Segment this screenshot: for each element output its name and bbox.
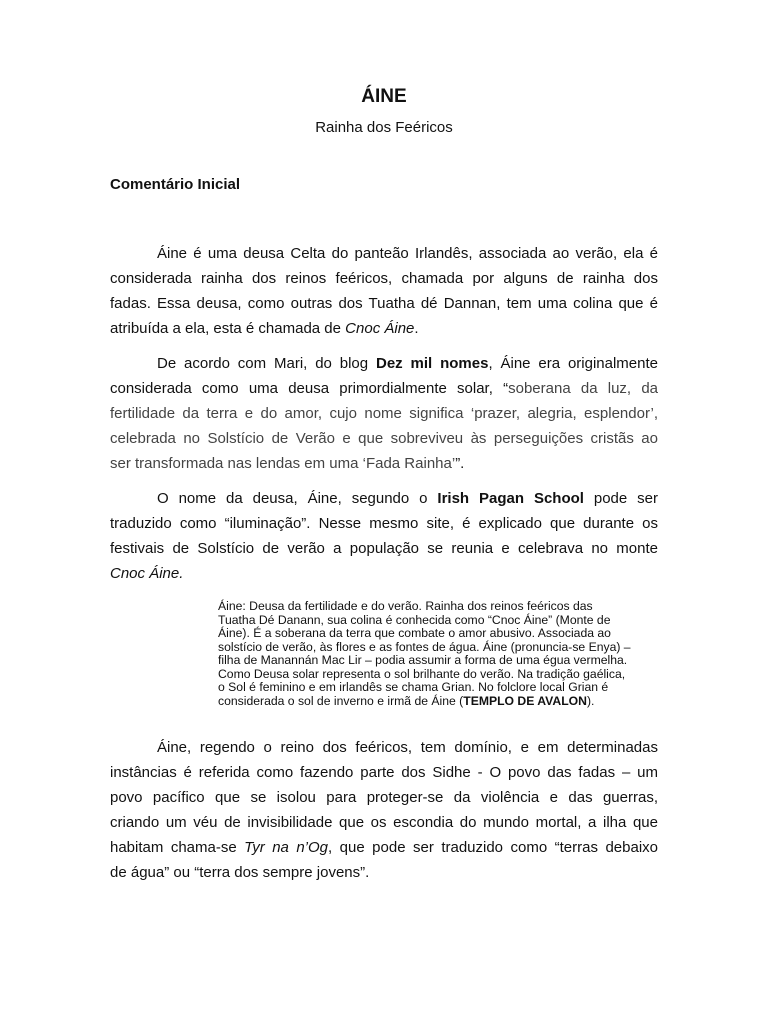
tyr-na-nog-term: Tyr na n’Og	[244, 839, 329, 856]
document-subtitle: Rainha dos Feéricos	[315, 119, 453, 136]
section-heading: Comentário Inicial	[110, 176, 241, 193]
note-text: ).	[586, 693, 595, 708]
cnoc-aine-term: Cnoc Áine	[345, 320, 415, 337]
paragraph-3-text: O nome da deusa, Áine, segundo o	[157, 490, 438, 507]
note-text: considerada o sol de inverno e irmã de Áine (	[218, 693, 464, 708]
paragraph-2-text: , Áine era originalmente	[488, 355, 658, 372]
document-title: ÁINE	[361, 86, 407, 107]
paragraph-3-line: traduzido como “iluminação”. Nesse mesmo site, é explicado que durante os	[110, 515, 658, 532]
info-note	[218, 600, 658, 708]
note-line	[218, 695, 658, 709]
paragraph-4-line: de água” ou “terra dos sempre jovens”.	[110, 864, 370, 881]
paragraph-4-line: Áine, regendo o reino dos feéricos, tem domínio, e em determinadas	[157, 739, 658, 756]
paragraph-3-line	[110, 561, 658, 586]
note-line: Áine: Deusa da fertilidade e do verão. Rainha dos reinos feéricos das	[218, 599, 593, 613]
paragraph-2-line	[110, 376, 658, 401]
paragraph-3-line	[110, 486, 658, 511]
paragraph-4-line: instâncias é referida como fazendo parte dos Sidhe - O povo das fadas – um	[110, 764, 658, 781]
paragraph-2-text: De acordo com Mari, do blog	[157, 355, 376, 372]
paragraph-2-line	[110, 451, 658, 476]
cnoc-aine-term: Cnoc Áine.	[110, 565, 184, 582]
paragraph-4	[110, 735, 658, 885]
paragraph-2-line	[110, 351, 658, 376]
quoted-text: fertilidade da terra e do amor, cujo nome significa ‘prazer, alegria, esplendor’,	[110, 405, 658, 422]
note-line: Tuatha Dé Danann, sua colina é conhecida como “Cnoc Áine” (Monte de	[218, 612, 611, 627]
paragraph-4-text: habitam chama-se	[110, 839, 245, 856]
note-line: filha de Manannán Mac Lir – podia assumir a forma de uma égua vermelha.	[218, 653, 628, 667]
paragraph-1-text: .	[414, 320, 419, 337]
paragraph-3	[110, 486, 658, 586]
paragraph-1	[110, 241, 658, 341]
paragraph-1-line: considerada rainha dos reinos feéricos, chamada por alguns de rainha dos	[110, 270, 658, 287]
paragraph-2	[110, 351, 658, 476]
blog-name: Dez mil nomes	[376, 355, 489, 372]
quoted-text: soberana da luz, da	[508, 380, 658, 397]
paragraph-4-line: povo pacífico que se isolou para proteger-se da violência e das guerras,	[110, 789, 658, 806]
paragraph-1-text: atribuída a ela, esta é chamada de	[110, 320, 346, 337]
note-line: Como Deusa solar representa o sol brilhante do verão. Na tradição gaélica,	[218, 666, 626, 681]
source-name: TEMPLO DE AVALON	[463, 693, 587, 708]
note-line: o Sol é feminino e em irlandês se chama Grian. No folclore local Grian é	[218, 680, 609, 694]
note-line: solstício de verão, às flores e as fontes de água. Áine (pronuncia-se Enya) –	[218, 639, 631, 654]
paragraph-3-text: pode ser	[583, 490, 658, 507]
paragraph-4-line	[110, 835, 658, 860]
paragraph-2-text: ”.	[455, 455, 465, 472]
site-name: Irish Pagan School	[437, 490, 584, 507]
paragraph-1-line: Áine é uma deusa Celta do panteão Irlandês, associada ao verão, ela é	[157, 245, 658, 262]
paragraph-2-text: considerada como uma deusa primordialmente solar, “	[110, 380, 509, 397]
quoted-text: ser transformada nas lendas em uma ‘Fada Rainha’	[110, 455, 456, 472]
paragraph-3-line: festivais de Solstício de verão a população se reunia e celebrava no monte	[110, 540, 658, 557]
paragraph-1-line: fadas. Essa deusa, como outras dos Tuatha dé Dannan, tem uma colina que é	[110, 295, 658, 312]
note-line: Áine). É a soberana da terra que combate o amor abusivo. Associada ao	[218, 626, 611, 640]
paragraph-4-text: , que pode ser traduzido como “terras debaixo	[328, 839, 658, 856]
quoted-text: celebrada no Solstício de Verão e que sobreviveu às perseguições cristãs ao	[110, 430, 658, 447]
paragraph-1-line	[110, 316, 658, 341]
paragraph-4-line: criando um véu de invisibilidade que os escondia do mundo mortal, a ilha que	[110, 814, 658, 831]
